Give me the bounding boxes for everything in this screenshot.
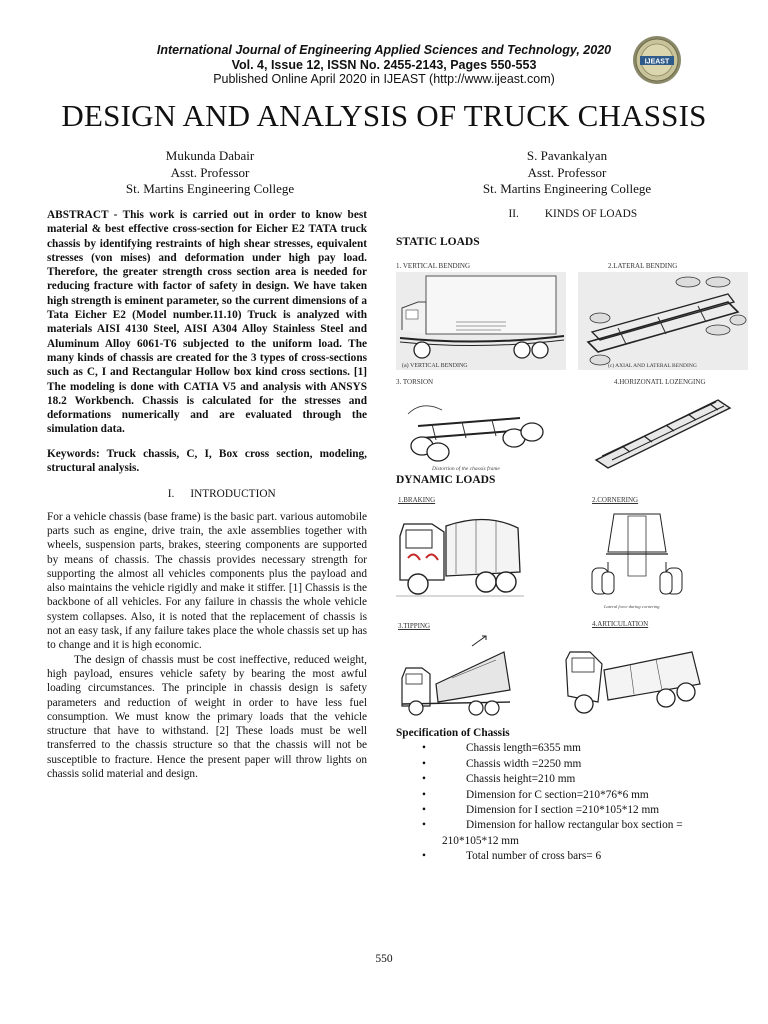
author-role: Asst. Professor — [527, 164, 607, 180]
section-number: I. — [167, 488, 175, 501]
section-title: INTRODUCTION — [190, 488, 276, 501]
specification-heading: Specification of Chassis — [396, 727, 510, 739]
author-name: Mukunda Dabair — [165, 148, 255, 163]
figure-lateral-bending — [578, 262, 748, 370]
figure-horizontal-lozenging — [578, 378, 748, 474]
keywords: Keywords: Truck chassis, C, I, Box cross section, modeling, structural analysis. — [47, 447, 367, 475]
torsion-illustration — [402, 390, 552, 474]
figure-label: 3.TIPPING — [398, 622, 431, 630]
bullet: • — [422, 757, 426, 770]
bullet: • — [422, 788, 426, 801]
dynamic-loads-heading: DYNAMIC LOADS — [396, 474, 496, 486]
figure-vertical-bending — [396, 262, 566, 370]
specification-block — [396, 726, 732, 865]
ijeast-logo — [632, 35, 682, 85]
author-name: S. Pavankalyan — [526, 148, 608, 163]
tipping-truck-illustration — [396, 632, 514, 718]
figure-torsion — [396, 378, 566, 474]
author-block — [60, 148, 360, 198]
cornering-illustration — [588, 506, 686, 614]
journal-name: International Journal of Engineering Applied Sciences and Technology, 2020 — [156, 43, 612, 57]
bullet: • — [422, 819, 426, 832]
list-item: • Chassis length=6355 mm — [396, 741, 732, 756]
figure-caption: Lateral force during cornering — [604, 604, 660, 609]
specification-list — [396, 741, 732, 864]
figure-label: 2.CORNERING — [592, 496, 639, 504]
braking-truck-illustration — [396, 506, 524, 602]
abstract: ABSTRACT - This work is carried out in order to know best material & best effective cross-section for Eicher E2 TATA truck chassis by identifying restraints of high shear stresses, equivalent stresses (von mises) and deformation under high pay load. Therefore, the greater strength cross section area is needed for reducing fracture with factor of safety in design. We have taken high strength is eminent parameter, so the current dimensions of a Tata Eicher E2 (Model number.11.10) Truck is analyzed with materials AISI 4130 Steel, AISI A304 Alloy Stainless Steel and Aluminum Alloy 6061-T6 subjected to the uniform load. The many kinds of chassis are created for the 3 types of cross-sections such as C, I and Rectangular Hollow box kind cross sections. [1] The modeling is done with CATIA V5 and analysis with ANSYS 18.2 Workbench. Chassis is calculated for the stresses and deformations numerically and are evaluated through the simulation data. — [47, 209, 367, 436]
figure-tipping — [396, 622, 516, 720]
lateral-bending-illustration — [578, 272, 748, 370]
intro-paragraph-2: The design of chassis must be cost ineffective, reduced weight, high payload, ensures vehicle safety by bearing the most awful loading circumstances. The principle in chassis design is safety parameters and reduction of weight in order to have less fuel consumption. We must know the primary loads that the vehicle structure that have to withstand. [2] These loads must be well transferred to the chassis structure so that the chassis will not be susceptible to fracture. Hence the present paper will throw lights on chassis solid material and design. — [47, 653, 367, 780]
list-item: • Dimension for hallow rectangular box section = 210*105*12 mm — [422, 819, 683, 847]
section-title: KINDS OF LOADS — [544, 208, 638, 220]
figure-caption: Distortion of the chassis frame — [432, 466, 500, 472]
author-affiliation: St. Martins Engineering College — [125, 181, 295, 196]
figure-articulation — [560, 620, 710, 720]
author-role: Asst. Professor — [170, 164, 250, 180]
articulation-truck-illustration — [560, 630, 710, 720]
paper-title: DESIGN AND ANALYSIS OF TRUCK CHASSIS — [61, 98, 707, 133]
bullet: • — [422, 804, 426, 817]
figure-label: 4.ARTICULATION — [592, 620, 649, 628]
journal-published: Published Online April 2020 in IJEAST (http://www.ijeast.com) — [213, 72, 555, 86]
lozenging-illustration — [588, 390, 748, 474]
intro-paragraph-1: For a vehicle chassis (base frame) is the basic part. various automobile parts such as engine, drive train, the axle assemblies together with wheels, suspension parts, brakes, steering components are supported by means of chassis. The chassis provides necessary strength for supporting the almost all vehicles components plus the payload and also maintains the vehicle rigidly and make it stiffer. [1] Chassis is the backbone of all vehicles. For any failure in chassis the whole vehicle system collapses. Also, it is noted that the replacement of chassis is not an easy task, if any failure takes place the whole chassis set up has to change and it is high economic. — [47, 510, 367, 652]
list-item: • Chassis width =2250 mm — [396, 757, 732, 772]
section-heading-introduction — [47, 487, 367, 501]
vertical-bending-illustration — [396, 272, 566, 370]
author-affiliation: St. Martins Engineering College — [482, 181, 652, 196]
figure-label: 1.BRAKING — [398, 496, 436, 504]
figure-label: 4.HORIZONATL LOZENGING — [614, 378, 706, 386]
figure-cornering — [588, 496, 688, 614]
list-item: • Dimension for I section =210*105*12 mm — [396, 803, 732, 818]
page-number: 550 — [375, 953, 393, 965]
figure-caption: (c) AXIAL AND LATERAL BENDING — [608, 363, 697, 369]
figure-label: 2.LATERAL BENDING — [608, 262, 678, 270]
static-loads-heading: STATIC LOADS — [396, 236, 480, 248]
section-heading-loads — [396, 208, 732, 220]
bullet: • — [422, 850, 426, 863]
list-item: • Total number of cross bars= 6 — [396, 849, 732, 864]
list-item: • Chassis height=210 mm — [396, 772, 732, 787]
section-number: II. — [508, 208, 519, 220]
figure-label: 3. TORSION — [396, 378, 434, 386]
left-column — [47, 208, 367, 781]
figure-caption: (a) VERTICAL BENDING — [402, 363, 468, 369]
logo-text: IJEAST — [644, 58, 670, 66]
author-block — [417, 148, 717, 198]
figure-braking — [396, 496, 526, 604]
bullet: • — [422, 773, 426, 786]
bullet: • — [422, 742, 426, 755]
figure-label: 1. VERTICAL BENDING — [396, 262, 471, 270]
list-item: • Dimension for C section=210*76*6 mm — [396, 788, 732, 803]
journal-volume: Vol. 4, Issue 12, ISSN No. 2455-2143, Pages 550-553 — [231, 58, 537, 72]
